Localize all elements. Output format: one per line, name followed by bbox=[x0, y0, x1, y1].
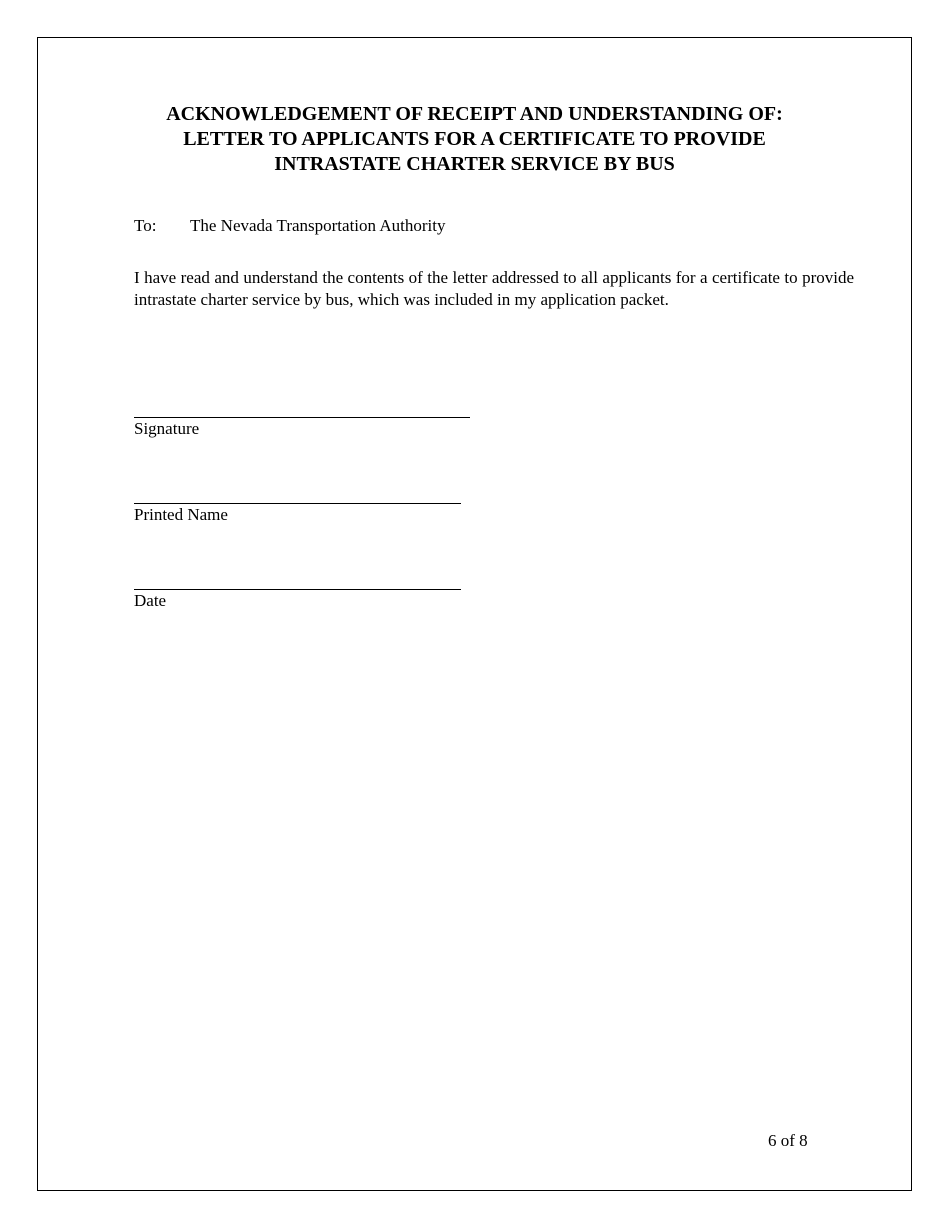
to-label: To: bbox=[134, 216, 157, 235]
date-field[interactable] bbox=[134, 589, 461, 612]
acknowledgement-text: I have read and understand the contents of the letter addressed to all applicants for a certificate to provide intrastate charter service by bus, which was included in my application packet. bbox=[134, 268, 854, 309]
date-label: Date bbox=[134, 591, 167, 610]
title-line-2: LETTER TO APPLICANTS FOR A CERTIFICATE TO PROVIDE bbox=[183, 128, 766, 150]
document-title bbox=[38, 102, 911, 177]
signature-field[interactable] bbox=[134, 417, 470, 440]
recipient-name: The Nevada Transportation Authority bbox=[190, 216, 446, 235]
signature-label: Signature bbox=[134, 419, 200, 438]
recipient-line bbox=[134, 215, 445, 237]
printed-name-label: Printed Name bbox=[134, 505, 228, 524]
printed-name-field[interactable] bbox=[134, 503, 461, 526]
title-line-3: INTRASTATE CHARTER SERVICE BY BUS bbox=[274, 153, 675, 175]
page-number: 6 of 8 bbox=[768, 1131, 808, 1150]
document-page bbox=[37, 37, 912, 1191]
title-line-1: ACKNOWLEDGEMENT OF RECEIPT AND UNDERSTANDING OF: bbox=[166, 103, 783, 125]
